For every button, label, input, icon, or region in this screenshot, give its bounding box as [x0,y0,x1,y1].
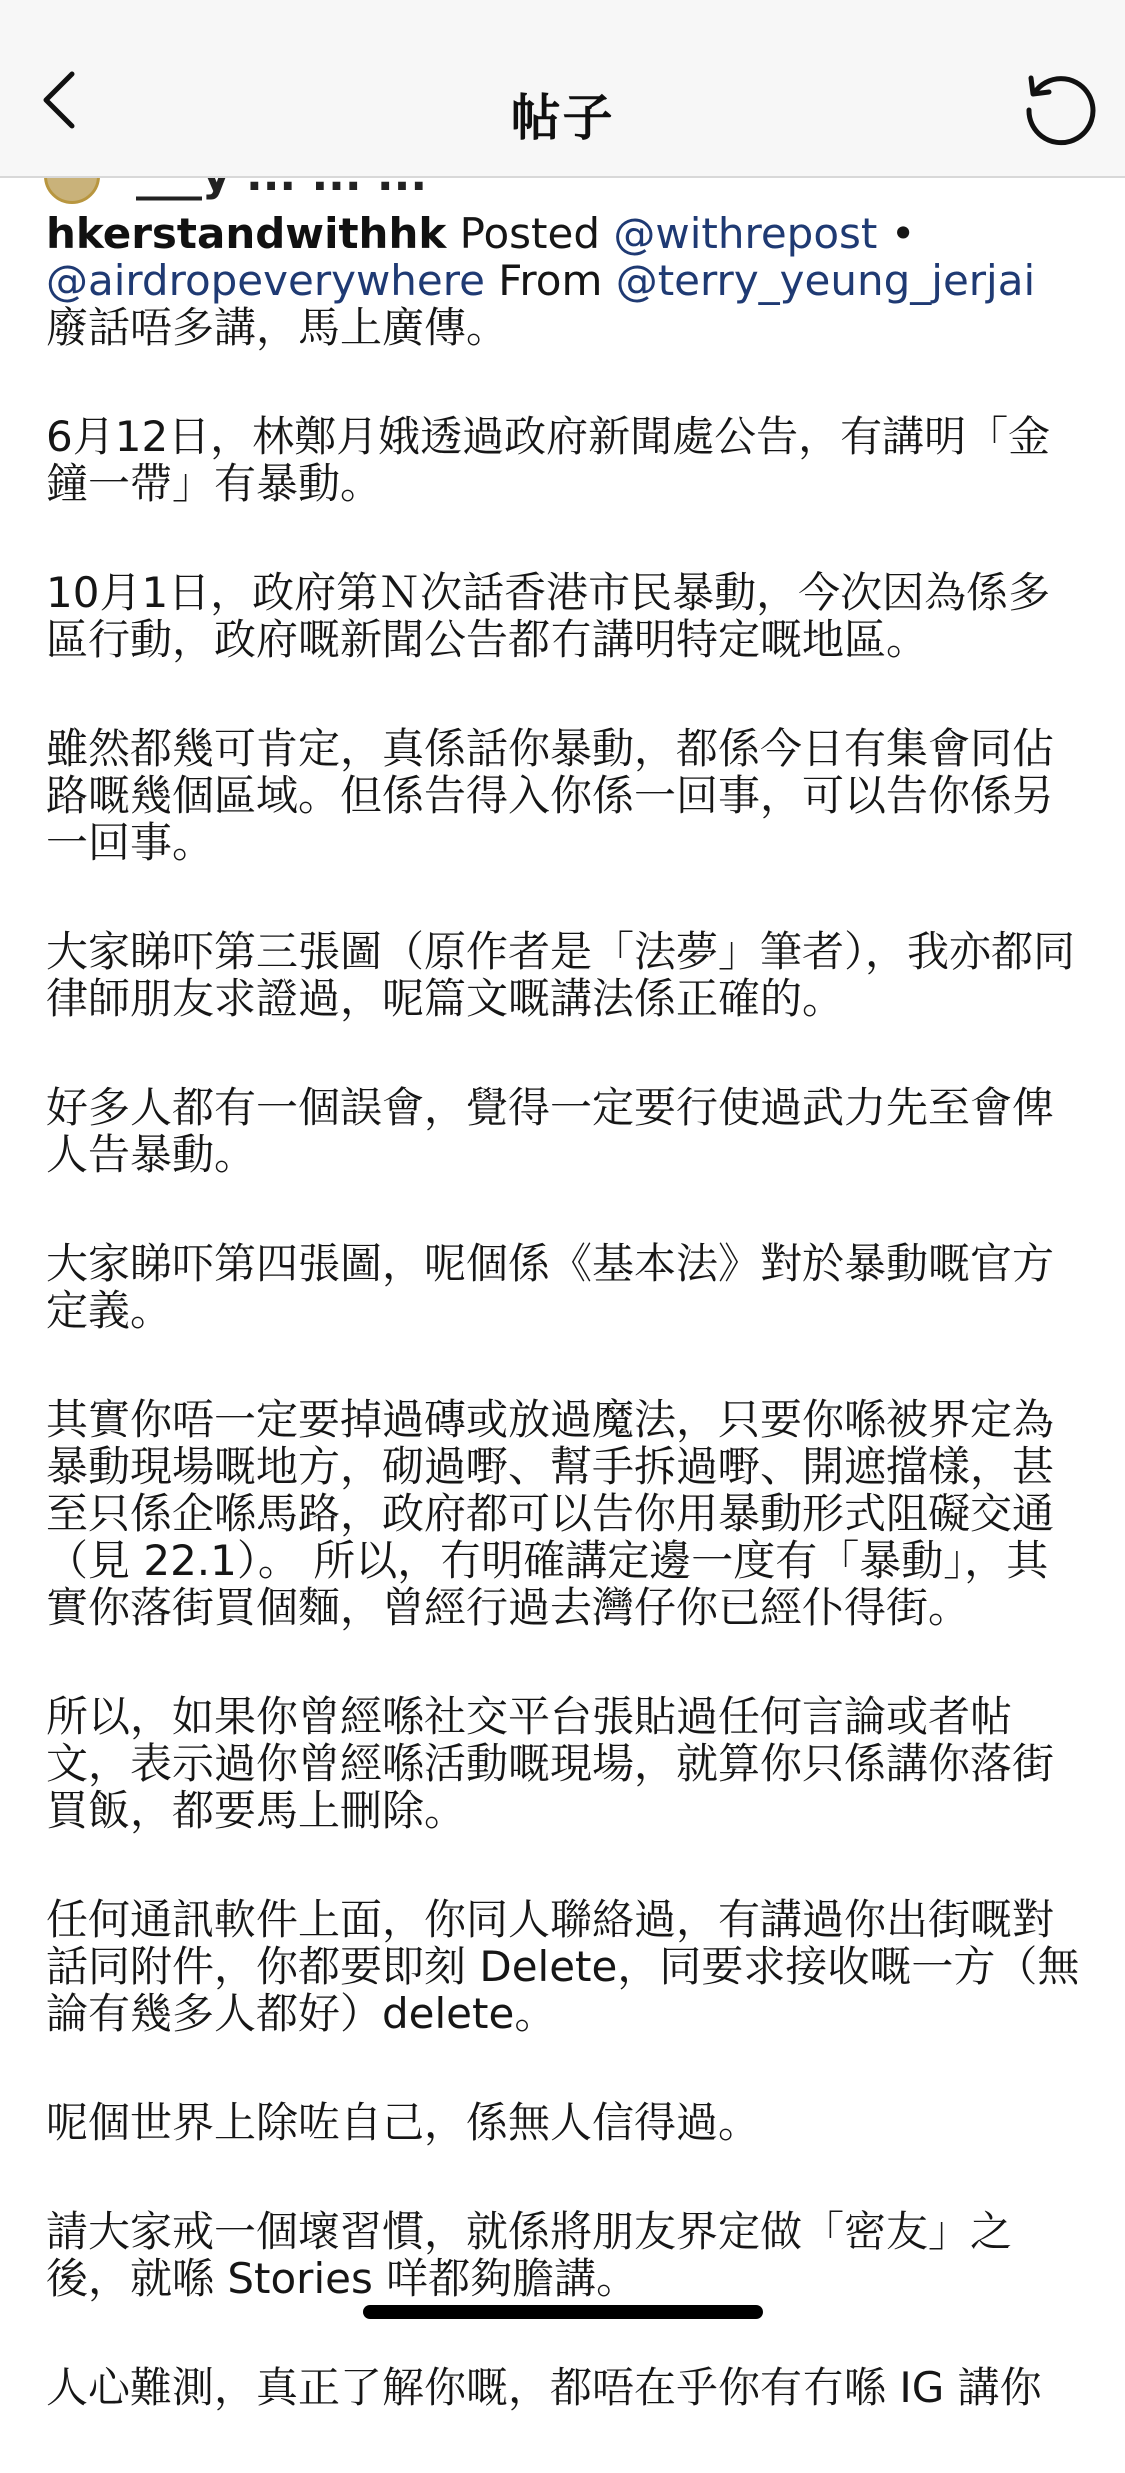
mention-terry-yeung-jerjai[interactable]: @terry_yeung_jerjai [615,256,1036,305]
caption-paragraph: 10月1日，政府第Ｎ次話香港市民暴動，今次因為係多區行動，政府嘅新聞公告都冇講明特定嘅地區。 [46,568,1051,664]
mention-withrepost[interactable]: @withrepost [613,209,878,258]
home-indicator[interactable] [363,2305,763,2319]
intro-text: 廢話唔多講，馬上廣傳。 [46,303,509,352]
refresh-button[interactable] [1017,66,1101,150]
refresh-icon [1021,70,1097,146]
top-navigation-bar [0,0,1125,178]
caption-intro [46,210,1086,351]
mention-airdropeverywhere[interactable]: @airdropeverywhere [46,256,485,305]
post-caption [46,210,1086,2473]
post-content [46,176,1086,2412]
caption-paragraph: 呢個世界上除咗自己，係無人信得過。 [46,2098,761,2147]
caption-paragraph: 其實你唔一定要掉過磚或放過魔法，只要你喺被界定為暴動現場嘅地方，砌過嘢、幫手拆過嘢、開遮擋樣，甚至只係企喺馬路，政府都可以告你用暴動形式阻礙交通（見 22.1）。 所以，冇明確講定邊一度有「暴動」，其實你落街買個麵，曾經行過去灣仔你已經仆得街。 [46,1395,1055,1632]
caption-paragraph: 雖然都幾可肯定，真係話你暴動，都係今日有集會同佔路嘅幾個區域。但係告得入你係一回事，可以告你係另一回事。 [46,724,1055,867]
bullet-separator: • [877,209,916,258]
caption-paragraph: 所以，如果你曾經喺社交平台張貼過任何言論或者帖文，表示過你曾經喺活動嘅現場，就算你只係講你落街買飯，都要馬上刪除。 [46,1692,1055,1835]
caption-paragraph: 人心難測，真正了解你嘅，都唔在乎你有冇喺 IG 講你 [46,2363,1042,2412]
caption-paragraph: 請大家戒一個壞習慣，就係將朋友界定做「密友」之後，就喺 Stories 咩都夠膽講。 [46,2207,1013,2303]
caption-paragraph: 大家睇吓第四張圖，呢個係《基本法》對於暴動嘅官方定義。 [46,1239,1055,1335]
caption-paragraph: 好多人都有一個誤會，覺得一定要行使過武力先至會俾人告暴動。 [46,1083,1055,1179]
caption-paragraph: 6月12日，林鄭月娥透過政府新聞處公告，有講明「金鐘一帶」有暴動。 [46,412,1051,508]
caption-paragraph: 大家睇吓第三張圖（原作者是「法夢」筆者），我亦都同律師朋友求證過，呢篇文嘅講法係正確的。 [46,927,1076,1023]
username-link[interactable]: hkerstandwithhk [46,209,447,258]
from-text: From [484,256,616,305]
caption-paragraph: 任何通訊軟件上面，你同人聯絡過，有講過你出街嘅對話同附件，你都要即刻 Delete，同要求接收嘅一方（無論有幾多人都好）delete。 [46,1895,1080,2038]
posted-text: Posted [446,209,614,258]
page-title: 帖子 [510,89,615,147]
